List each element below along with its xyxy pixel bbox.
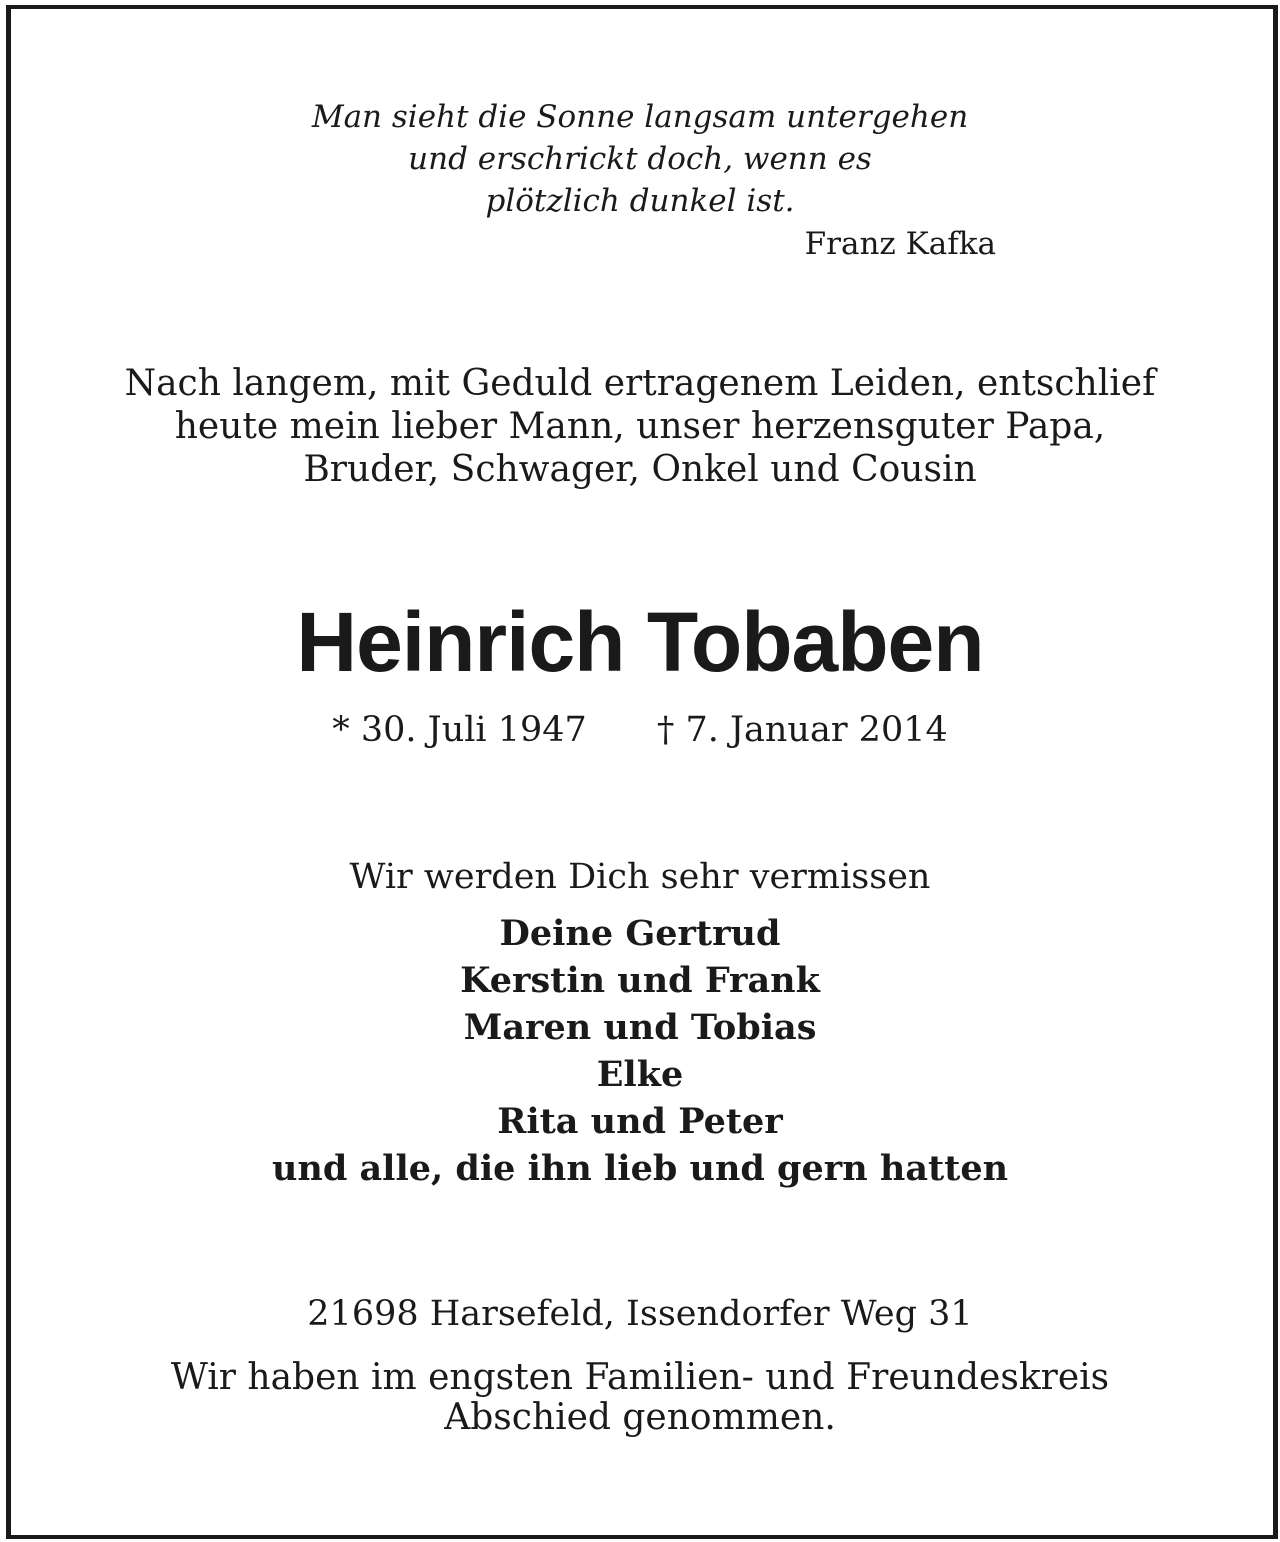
- mourner-name: Maren und Tobias: [463, 1007, 817, 1048]
- mourner-name: Kerstin und Frank: [460, 960, 820, 1001]
- farewell-note: [0, 1358, 1280, 1438]
- mourners-list: [0, 910, 1280, 1192]
- birth-date: * 30. Juli 1947: [332, 710, 587, 750]
- mourner-name: Deine Gertrud: [499, 913, 781, 954]
- farewell-line: Abschied genommen.: [444, 1397, 836, 1438]
- quote-line: Man sieht die Sonne langsam untergehen: [311, 99, 969, 135]
- quote-line: plötzlich dunkel ist.: [485, 183, 795, 219]
- mourner-name: und alle, die ihn lieb und gern hatten: [271, 1148, 1009, 1189]
- farewell-line: Wir haben im engsten Familien- und Freundeskreis: [170, 1357, 1110, 1398]
- intro-text: [0, 362, 1280, 491]
- death-date: † 7. Januar 2014: [656, 710, 948, 750]
- deceased-name: Heinrich Tobaben: [296, 595, 984, 689]
- address: 21698 Harsefeld, Issendorfer Weg 31: [307, 1294, 973, 1334]
- kafka-quote: [0, 96, 1280, 222]
- mourner-name: Elke: [596, 1054, 684, 1095]
- quote-line: und erschrickt doch, wenn es: [408, 141, 872, 177]
- intro-line: heute mein lieber Mann, unser herzensguter Papa,: [174, 406, 1106, 447]
- quote-author: Franz Kafka: [804, 226, 996, 262]
- life-dates: [0, 708, 1280, 752]
- mourners-intro: Wir werden Dich sehr vermissen: [349, 857, 931, 897]
- intro-line: Bruder, Schwager, Onkel und Cousin: [303, 449, 977, 490]
- intro-line: Nach langem, mit Geduld ertragenem Leiden, entschlief: [124, 363, 1156, 404]
- mourner-name: Rita und Peter: [497, 1101, 783, 1142]
